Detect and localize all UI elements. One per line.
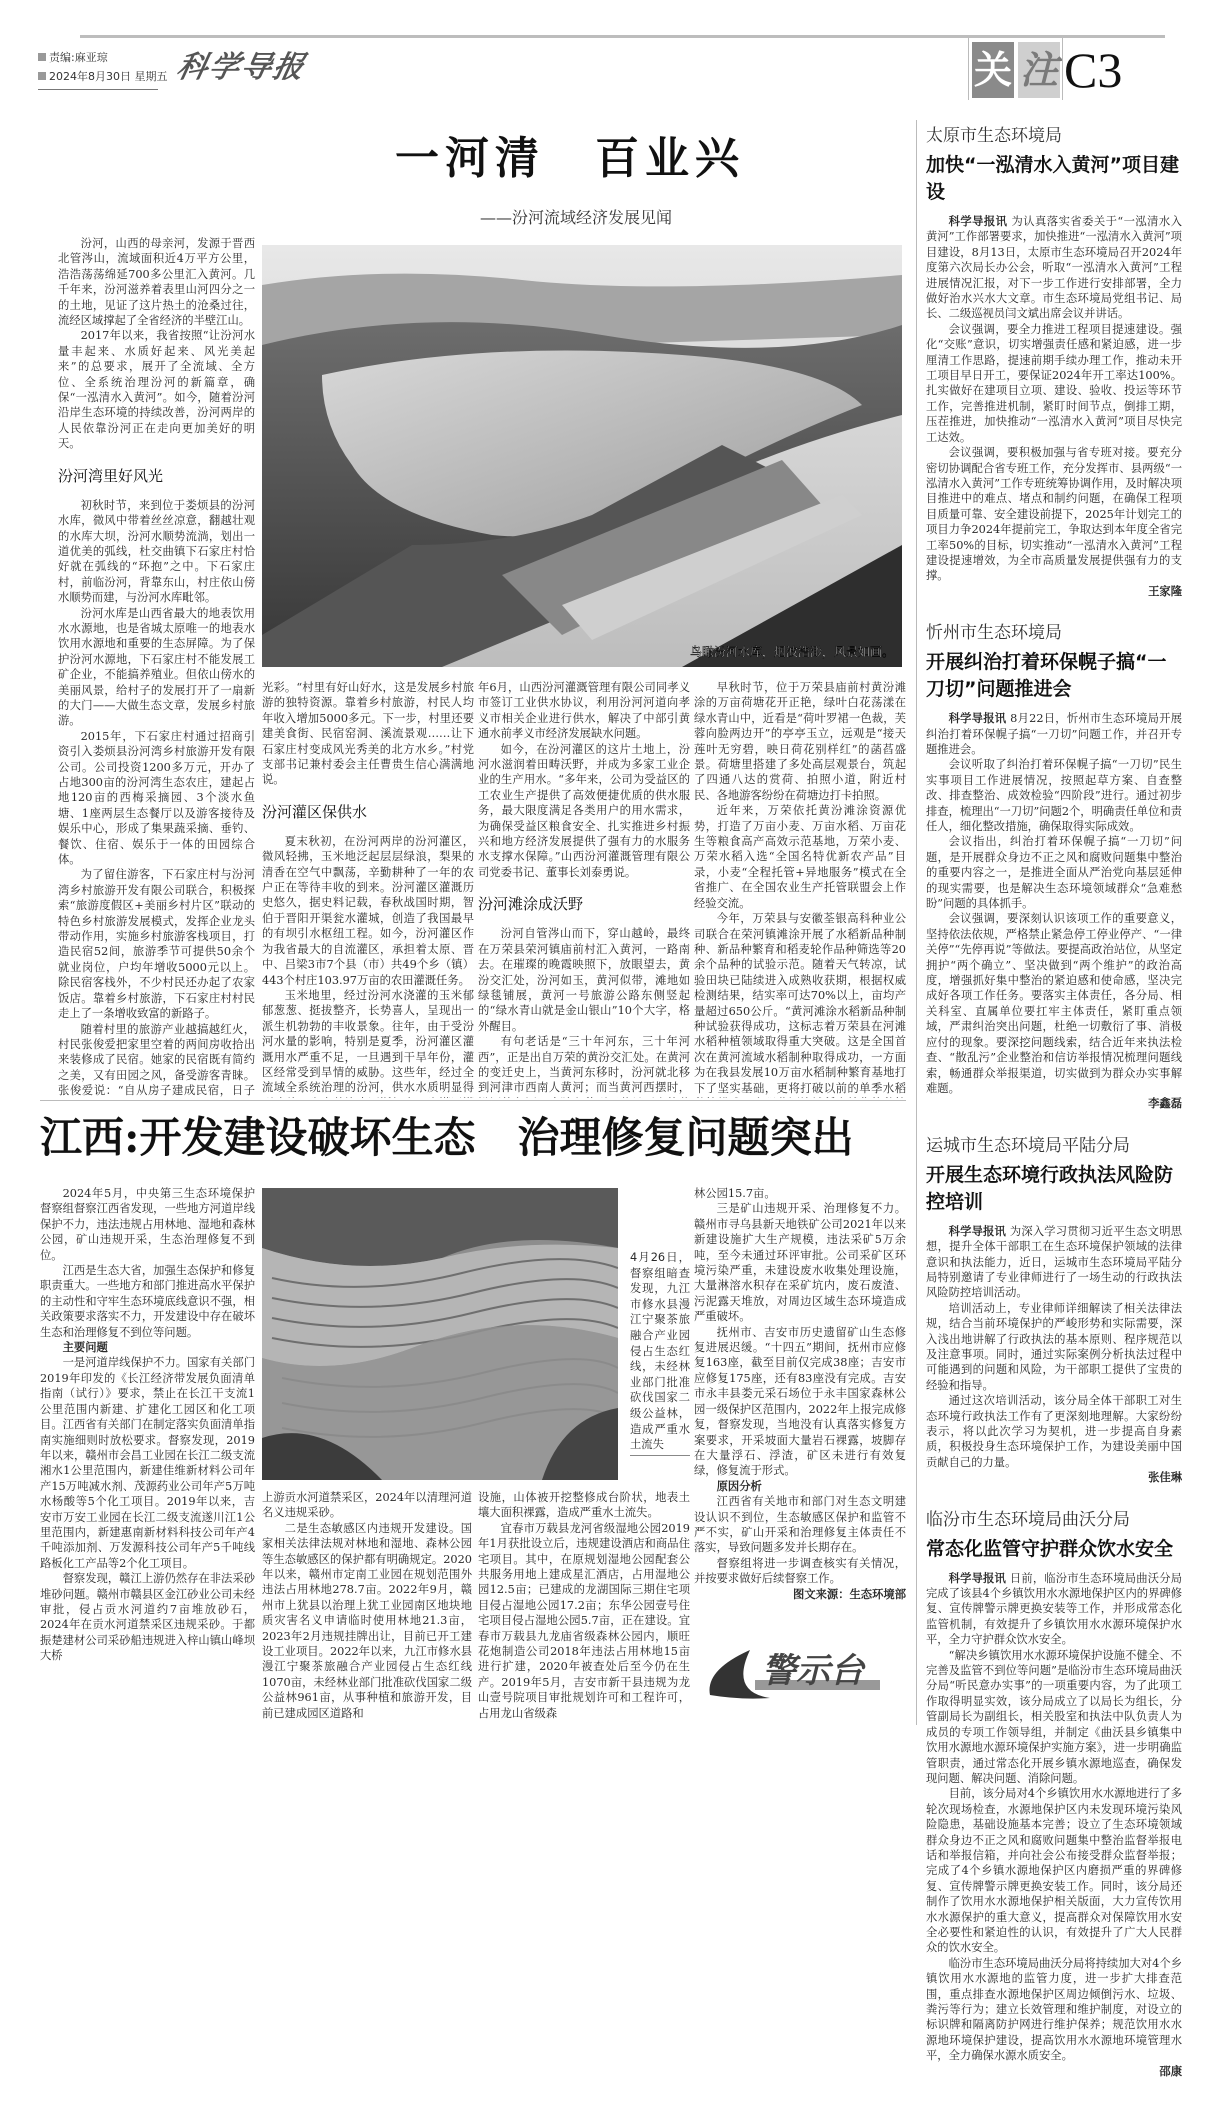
paragraph-text: 近年来，万荣依托黄汾滩涂资源优势，打造了万亩小麦、万亩水稻、万亩花生等粮食高产高效示范基地，万荣小麦、万荣水稻入选“全国名特优新农产品”目录，小麦“全程托管+异地服务”模式在全省推广、在全国农业生产托管联盟会上作经验交流。	[694, 804, 906, 910]
paragraph-text: 宜春市万载县龙河省级湿地公园2019年1月获批设立后，违规建设酒店和商品住宅项目。其中，在原规划湿地公园配套公共服务用地上建成星汇酒店，占用湿地公园12.5亩；已建成的龙湖国际三期住宅项目侵占湿地公园17.2亩；东华公园壹号住宅项目侵占湿地公园5.7亩，正在建设。宜春市万载县九龙庙省级森林公园内，顺旺花炮制造公司2018年违法占用林地15亩进行扩建，2020年被查处后至今仍在生产。2019年5月，吉安市新干县违规为龙山壹号院项目审批规划许可和工程许可，占用龙山省级森	[478, 1521, 690, 1720]
paragraph	[58, 729, 255, 868]
paragraph	[478, 926, 690, 1034]
paragraph-text: 会议听取了纠治打着环保幌子搞“一刀切”民生实事项目工作进展情况，按照起草方案、自查整改、排查整治、成效检验“四阶段”进行。通过初步排查，梳理出“一刀切”问题2个，明确责任单位和责任人，细化整改措施，确保取得实际成效。	[926, 758, 1182, 833]
paragraph-text: 2015年，下石家庄村通过招商引资引入娄烦县汾河湾乡村旅游开发有限公司。公司投资1200多万元，开办了占地300亩的汾河湾生态农庄，建起占地120亩的西梅采摘园、3个淡水鱼塘、1座两层生态餐厅以及游客接待及娱乐中心，形成了集果蔬采摘、垂钓、餐饮、住宿、娱乐于一体的田园综合体。	[58, 729, 255, 867]
paragraph	[694, 1186, 906, 1201]
paragraph-text: 通过这次培训活动，该分局全体干部职工对生态环境行政执法工作有了更深刻地理解。大家纷纷表示，将以此次学习为契机，进一步提高自身素质，积极投身生态环境保护工作，为建设美丽中国贡献自己的力量。	[926, 1394, 1182, 1469]
paragraph	[926, 757, 1182, 834]
article-column-1	[58, 236, 255, 1098]
paragraph-text: 临汾市生态环境局曲沃分局将持续加大对4个乡镇饮用水水源地的监管力度，进一步扩大排查范围，重点排查水源地保护区周边倾倒污水、垃圾、粪污等行为；建立长效管理和维护制度，对设立的标识牌和隔离防护网进行维护保养；规范饮用水水源地环境保护建设，提高饮用水水源地环境管理水平，全力确保水源水质安全。	[926, 1956, 1182, 2063]
paragraph	[58, 236, 255, 328]
paragraph-text: 督察组将进一步调查核实有关情况，并按要求做好后续督察工作。	[694, 1556, 906, 1586]
paragraph	[926, 1571, 1182, 1648]
warning-logo-graphic	[700, 1640, 890, 1705]
paragraph	[58, 1022, 255, 1099]
article-column-4	[694, 680, 906, 1098]
sidebar-body-1	[926, 214, 1182, 599]
section-subheading	[40, 1340, 255, 1355]
paragraph-text: 初秋时节，来到位于娄烦县的汾河水库，微风中带着丝丝凉意，翻越壮观的水库大坝，汾河水顺势流淌，划出一道优美的弧线，杜交曲镇下石家庄村恰好就在弧线的“环抱”之中。下石家庄村，前临汾河，背靠东山，村庄依山傍水顺势而建，与汾河水库毗邻。	[58, 498, 255, 605]
paragraph-text: 王家隆	[1148, 584, 1182, 598]
paragraph	[694, 1201, 906, 1324]
paragraph-text: 江西省有关地市和部门对生态文明建设认识不到位，生态敏感区保护和监管不严不实，矿山开采和治理修复主体责任不落实，导致问题多发并长期存在。	[694, 1495, 906, 1555]
paragraph-text: “解决乡镇饮用水水源环境保护设施不健全、不完善及监管不到位等问题”是临汾市生态环境局曲沃分局“听民意办实事”的一项重要内容，为了此项工作取得明显实效，该分局成立了以局长为组长，分管副局长为副组长，相关股室和执法中队负责人为成员的专项工作领导组，并制定《曲沃县乡镇集中饮用水源地水源环境保护实施方案》，进一步明确监管职责，通过常态化开展乡镇水源地巡查，确保发现问题、解决问题、消除问题。	[926, 1648, 1182, 1785]
eroded-hillside-photo	[262, 1188, 618, 1480]
sidebar-body-2	[926, 711, 1182, 1112]
paragraph	[478, 1034, 690, 1098]
paragraph-text: 为了留住游客，下石家庄村与汾河湾乡村旅游开发有限公司联合，积极探索“旅游度假区+美丽乡村片区”联动的特色乡村旅游发展模式，发挥企业龙头带动作用，实施乡村旅游客栈项目，打造民宿52间，旅游季节可提供50余个就业岗位，户均年增收5000元以上。除民宿客栈外，不少村民还办起了农家饭店。靠着乡村旅游，下石家庄村村民走上了一条增收致富的新路子。	[58, 868, 255, 1021]
paragraph-text: 汾河水库是山西省最大的地表饮用水水源地，也是省城太原唯一的地表水饮用水源地和重要的生态屏障。为了保护汾河水源地，下石家庄村不能发展工矿企业，不能搞养殖业。但依山傍水的美丽风景，给村子的发展打开了一扇新的大门——大做生态文章，发展乡村旅游。	[58, 606, 255, 728]
paragraph	[262, 988, 474, 1098]
paragraph-text: 设施，山体被开挖整修成台阶状，地表土壤大面积裸露，造成严重水土流失。	[478, 1491, 690, 1520]
sidebar-body-3	[926, 1224, 1182, 1486]
paragraph-text: 二是生态敏感区内违规开发建设。国家相关法律法规对林地和湿地、森林公园等生态敏感区的保护都有明确规定。2020年以来，赣州市定南工业园在规划范围外违法占用林地278.7亩。2022年9月，赣州市上犹县以治理上犹工业园南区地块地质灾害名义申请临时使用林地21.3亩，2023年2月违规挂牌出让，目前已开工建设工业项目。2022年以来，九江市修水县漫江宁聚茶旅融合产业园侵占生态红线1070亩，未经林业部门批准砍伐国家二级公益林961亩，从事种植和旅游开发，目前已建成园区道路和	[262, 1521, 472, 1720]
paragraph-text: 林公园15.7亩。	[694, 1187, 776, 1200]
article-column-3	[478, 680, 690, 1098]
section-rule	[40, 1100, 906, 1101]
sidebar-headline-2: 开展纠治打着环保幌子搞“一刀切”问题推进会	[926, 651, 1167, 701]
sidebar-body-4	[926, 1571, 1182, 2079]
section-subheading	[262, 802, 474, 822]
paragraph	[478, 680, 690, 742]
paragraph	[58, 867, 255, 1021]
sidebar-dept-3: 运城市生态环境局平陆分局	[926, 1135, 1130, 1156]
jiangxi-column-4	[694, 1186, 906, 1636]
paragraph-text: 为认真落实省委关于“一泓清水入黄河”工作部署要求，加快推进“一泓清水入黄河”项目建设，8月13日，太原市生态环境局召开2024年度第六次局长办公会，听取“一泓清水入黄河”工程进展情况汇报，对下一步工作进行安排部署，全力做好治水兴水大文章。市生态环境局党组书记、局长、二级巡视员闫文斌出席会议并讲话。	[926, 215, 1182, 321]
paragraph	[694, 680, 906, 803]
paragraph	[926, 1301, 1182, 1393]
square-bullet-icon	[38, 53, 46, 61]
paragraph-text: 会议强调，要全力推进工程项目提速建设。强化“交账”意识，切实增强责任感和紧迫感，进一步厘清工作思路，提速前期手续办理工作，推动未开工项目早日开工，要保证2024年开工率达100%。扎实做好在建项目立项、建设、验收、投运等环节工作，完善推进机制，紧盯时间节点，倒排工期，压茬推进，加快推动“一泓清水入黄河”项目尽快完工达效。	[926, 322, 1182, 444]
paragraph-text: 玉米地里，经过汾河水浇灌的玉米郁郁葱葱、挺拔整齐，长势喜人，呈现出一派生机勃勃的丰收景象。往年，由于受汾河水量的影响，特别是夏季，汾河灌区灌溉用水严重不足，一旦遇到干旱年份，灌区经常受到旱情的威胁。这些年，经过全流域全系统治理的汾河，供水水质明显得	[262, 988, 474, 1095]
paragraph	[694, 1556, 906, 1587]
sidebar	[926, 124, 1182, 2101]
jiangxi-column-1	[40, 1186, 255, 1725]
paragraph-text: 汾河灌区保供水	[262, 802, 368, 821]
paragraph	[694, 1325, 906, 1479]
paragraph-text: 江西是生态大省，加强生态保护和修复职责重大。一些地方和部门推进高水平保护的主动性和守牢生态环境底线意识不强，相关政策要求落实不力，开发建设中存在破坏生态和治理修复不到位等问题。	[40, 1264, 255, 1339]
paragraph-text: 汾河自管涔山而下，穿山越岭，最终在万荣县荣河镇庙前村汇入黄河，一路南去。在璀璨的晚霞映照下，放眼望去，黄汾交汇处，汾河如玉，黄河似带，滩地如绿毯铺展，黄河一号旅游公路东侧竖起的“绿水青山就是金山银山”10个大字，格外醒目。	[478, 927, 690, 1033]
paragraph-text: 培训活动上，专业律师详细解读了相关法律法规，结合当前环境保护的严峻形势和实际需要，深入浅出地讲解了行政执法的基本原则、程序规范以及注意事项。同时，通过实际案例分析执法过程中可能遇到的问题和风险，为干部职工提供了宝贵的经验和指导。	[926, 1301, 1182, 1392]
section-subheading	[478, 894, 690, 914]
paragraph-text: 随着村里的旅游产业越搞越红火，村民张俊爱把家里空着的两间房收拾出来装修成了民宿。她家的民宿既有简约之美，又有田园之风，备受游客青睐。张俊爱说：“自从房子建成民宿，日子	[58, 1022, 255, 1098]
paragraph-text: 2024年5月，中央第三生态环境保护督察组督察江西省发现，一些地方河道岸线保护不力，违法违规占用林地、湿地和森林公园，矿山违规开采，生态治理修复不到位。	[40, 1187, 255, 1262]
paragraph-text: 年6月，山西汾河灌溉管理有限公司同孝义市签订工业供水协议，利用汾河河道向孝义市相关企业进行供水，解决了中部引黄通水前孝义市经济发展缺水问题。	[478, 681, 690, 741]
sidebar-headline-1: 加快“一泓清水入黄河”项目建设	[926, 154, 1179, 203]
header-rule	[80, 35, 1165, 38]
divider	[1062, 38, 1063, 100]
news-lead-tag: 科学导报讯	[948, 1224, 1007, 1238]
author-byline	[926, 2064, 1182, 2079]
paragraph	[694, 1494, 906, 1556]
section-char-1: 关	[972, 42, 1014, 98]
section-subheading	[694, 1479, 906, 1494]
terraced-hill-image	[262, 1188, 618, 1480]
paragraph-text: 日前，临汾市生态环境局曲沃分局完成了该县4个乡镇饮用水水源地保护区内的界碑修复、宣传牌警示牌更换安装等工作，并形成常态化监管机制，有效提升了乡镇饮用水水源环境保护水平，全力守护群众饮水安全。	[926, 1571, 1182, 1647]
editor-credit: 责编:麻亚琼	[49, 51, 108, 64]
sidebar-headline-4: 常态化监管守护群众饮水安全	[926, 1537, 1174, 1560]
sidebar-headline-3: 开展生态环境行政执法风险防控培训	[926, 1163, 1174, 1213]
paragraph	[262, 1490, 472, 1521]
news-lead-tag: 科学导报讯	[948, 712, 1007, 726]
sidebar-story-2	[926, 621, 1182, 1112]
paragraph	[478, 1521, 690, 1721]
paragraph	[40, 1355, 255, 1571]
sidebar-story-1	[926, 124, 1182, 599]
article-column-2	[262, 680, 474, 1098]
warning-logo-text: 警示台	[762, 1651, 864, 1691]
header-underline	[38, 89, 158, 90]
paragraph-text: 会议强调，要深刻认识该项工作的重要意义，坚持依法依规，严格禁止紧急停工停业停产、“一律关停”“先停再说”等做法。要提高政治站位，从坚定拥护“两个确立”、坚决做到“两个维护”的政治高度，增强抓好集中整治的紧迫感和使命感，坚决完成好各项工作任务。要落实主体责任，各分局、相关科室、直属单位要扛牢主体责任，紧盯重点领域，严肃纠治突出问题，杜绝一切敷衍了事、消极应付的现象。要深挖问题线索，结合近年来执法检查、“散乱污”企业整治和信访举报情况梳理问题线索，畅通群众举报渠道，切实做到为群众办实事解难题。	[926, 912, 1182, 1095]
jiangxi-photo-caption: 4月26日，督察组暗查发现，九江市修水县漫江宁聚茶旅融合产业园侵占生态红线，未经林业部门批准砍伐国家二级公益林，造成严重水土流失	[630, 1250, 690, 1456]
sidebar-story-4	[926, 1508, 1182, 2079]
paragraph	[58, 498, 255, 606]
paragraph	[40, 1263, 255, 1340]
paragraph	[926, 711, 1182, 757]
paragraph-text: 督察发现，赣江上游仍然存在非法采砂堆砂问题。赣州市赣县区金江砂业公司未经审批，侵占贡水河道约7亩堆放砂石，2024年在贡水河道禁采区违规采砂。于都振楚建材公司采砂船违规进入梓山镇山峰坝大桥	[40, 1572, 255, 1663]
paragraph-text: 张佳琳	[1148, 1471, 1182, 1485]
paragraph-text: 图文来源：生态环境部	[793, 1587, 906, 1601]
author-byline	[926, 1096, 1182, 1111]
warning-platform-logo	[700, 1640, 890, 1705]
jiangxi-headline: 江西:开发建设破坏生态 治理修复问题突出	[40, 1113, 854, 1162]
sidebar-dept-1: 太原市生态环境局	[926, 126, 1062, 146]
paragraph	[40, 1571, 255, 1663]
paragraph	[58, 606, 255, 729]
jiangxi-column-3	[478, 1490, 690, 1725]
paragraph	[926, 214, 1182, 322]
paragraph-text: 早秋时节，位于万荣县庙前村黄汾滩涂的万亩荷塘花开正艳，绿叶白花荡漾在绿水青山中，近看是“荷叶罗裙一色裁，芙蓉向脸两边开”的亭亭玉立，远观是“接天莲叶无穷碧，映日荷花别样红”的菡萏盛景。荷塘里搭建了多处高层观景台，筑起了四通八达的赏荷、拍照小道，附近村民、各地游客纷纷在荷塘边打卡拍照。	[694, 681, 906, 802]
paragraph-text: 汾河滩涂成沃野	[478, 895, 584, 914]
paragraph-text: 如今，在汾河灌区的这片土地上，汾河水滋润着田畴沃野，并成为多家工业企业的生产用水。“多年来，公司为受益区的工农业生产提供了高效便捷优质的供水服务，最大限度满足各类用户的用水需求，为确保受益区粮食安全、扎实推进乡村振兴和地方经济发展提供了强有力的水服务水支撑水保障。”山西汾河灌溉管理有限公司党委书记、董事长刘泰勇说。	[478, 742, 690, 879]
paragraph-text: 三是矿山违规开采、治理修复不力。赣州市寻乌县新天地铁矿公司2021年以来新建设施扩大生产规模，违法采矿5万余吨，至今未通过环评审批。公司采矿区环境污染严重，未建设废水收集处理设施，大量淋溶水积存在采矿坑内，废石废渣、污泥露天堆放，对周边区域生态环境造成严重破坏。	[694, 1202, 906, 1324]
paragraph	[694, 803, 906, 911]
paragraph-text: 光彩。“村里有好山好水，这是发展乡村旅游的独特资源。靠着乡村旅游，村民人均年收入增加5000多元。下一步，村里还要建美食街、民宿窑洞、溪流景观……让下石家庄村变成风光秀美的北方水乡。”村党支部书记兼村委会主任曹贵生信心满满地说。	[262, 681, 474, 787]
paragraph	[926, 1224, 1182, 1301]
paragraph	[926, 322, 1182, 445]
paragraph	[262, 1521, 472, 1721]
paragraph-text: 为深入学习贯彻习近平生态文明思想，提升全体干部职工在生态环境保护领域的法律意识和执法能力，近日，运城市生态环境局平陆分局特别邀请了专业律师进行了一场生动的行政执法风险防控培训活动。	[926, 1224, 1182, 1300]
section-subheading	[58, 466, 255, 486]
paragraph-text: 今年，万荣县与安徽荃银高科种业公司联合在荣河镇滩涂开展了水稻新品种制种、新品种繁育和稻麦轮作品种筛选等20余个品种的试验示范。随着天气转凉，试验田块已陆续进入成熟收获期，根据权威检测结果，结实率可达70%以上，亩均产量超过650公斤。“黄河滩涂水稻新品种制种试验获得成功，这标志着万荣县在河滩水稻种植领域取得重大突破。这是全国首次在黄河流域水稻制种取得成功，一方面为在我县发展10万亩水稻制种繁育基地打下了坚实基础，更将打破以前的单季水稻	[694, 912, 906, 1095]
paragraph	[926, 911, 1182, 1096]
paragraph	[926, 1648, 1182, 1787]
column-divider	[916, 120, 917, 1725]
paragraph-text: 李鑫磊	[1148, 1097, 1182, 1111]
sidebar-story-3	[926, 1134, 1182, 1486]
paragraph	[262, 680, 474, 788]
jiangxi-column-2	[262, 1490, 472, 1725]
paragraph-text: 有句老话是“三十年河东，三十年河西”，正是出自万荣的黄汾交汇处。在黄河的变迁史上，当黄河东移时，汾河就北移到河津市西南人黄河；而当黄河西摆时，	[478, 1035, 690, 1095]
section-char-2: 注	[1018, 42, 1060, 98]
paragraph	[58, 328, 255, 451]
paragraph-text: 一是河道岸线保护不力。国家有关部门2019年印发的《长江经济带发展负面清单指南（试行）》要求，禁止在长江干支流1公里范围内新建、扩建化工园区和化工项目。江西省有关部门在制定落实负面清单指南实施细则时放松要求。督察发现，2019年以来，赣州市会昌工业园在长江二级支流湘水1公里范围内，新建佳维新材料公司年产15万吨减水剂、茂源药业公司年产5万吨水杨酸等5个化工项目。2019年以来，吉安市万安工业园在长江二级支流遂川江1公里范围内，新建惠南新材料科技公司年产4千吨添加剂、万发源科技公司年产5千吨线路板化工产品等2个化工项目。	[40, 1356, 255, 1570]
paragraph-text: 汾河湾里好风光	[58, 466, 164, 485]
paragraph	[926, 445, 1182, 584]
square-bullet-icon	[38, 72, 46, 80]
paragraph-text: 会议强调，要积极加强与省专班对接。要充分密切协调配合省专班工作，充分发挥市、县两级“一泓清水入黄河”工作专班统筹协调作用，及时解决项目推进中的难点、堵点和制约问题，在确保工程项目质量可靠、安全建设前提下，2025年计划完工的项目力争2024年提前完工，争取达到本年度全省完工率50%的目标，切实推动“一泓清水入黄河”工程建设提速增效，为全市高质量发展提供强有力的支撑。	[926, 446, 1182, 583]
sidebar-dept-2: 忻州市生态环境局	[926, 623, 1062, 644]
issue-date: 2024年8月30日 星期五	[49, 70, 168, 83]
paragraph-text: 抚州市、吉安市历史遗留矿山生态修复进展迟缓。“十四五”期间，抚州市应修复163座，截至目前仅完成38座；吉安市应修复175座，还有83座没有完成。吉安市永丰县娄元采石场位于永丰国家森林公园一级保护区范围内，2022年上报完成修复，督察发现，当地没有认真落实修复方案要求，开采坡面大量岩石裸露，坡脚存在大量浮石、浮渣，矿区未进行有效复绿，修复流于形式。	[694, 1325, 906, 1478]
news-lead-tag: 科学导报讯	[948, 215, 1008, 228]
paragraph	[926, 834, 1182, 911]
header-info	[38, 48, 168, 90]
news-lead-tag: 科学导报讯	[948, 1571, 1007, 1585]
author-byline	[926, 584, 1182, 599]
paragraph-text: 汾河，山西的母亲河，发源于晋西北管涔山，流域面积近4万平方公里，浩浩荡荡绵延700多公里汇入黄河。几千年来，汾河滋养着表里山河四分之一的土地，见证了这片热土的沧桑过往，流经区域撑起了全省经济的半壁江山。	[58, 237, 255, 328]
paragraph	[926, 1956, 1182, 2064]
paragraph-text: 会议指出，纠治打着环保幌子搞“一刀切”问题，是开展群众身边不正之风和腐败问题集中整治的重要内容之一，是推进全面从严治党向基层延伸的现实需要，也是解决生态环境领域群众“急难愁盼”问题的具体抓手。	[926, 835, 1182, 911]
author-byline	[926, 1470, 1182, 1485]
paragraph	[694, 911, 906, 1098]
divider	[968, 38, 969, 100]
paragraph	[262, 834, 474, 988]
sidebar-dept-4: 临汾市生态环境局曲沃分局	[926, 1509, 1130, 1530]
paragraph-text: 主要问题	[62, 1341, 108, 1355]
paragraph-text: 8月22日，忻州市生态环境局开展纠治打着环保幌子搞“一刀切”问题工作，并召开专题推进会。	[926, 712, 1182, 756]
paragraph-text: 邵康	[1159, 2064, 1182, 2078]
main-headline: 一河清 百业兴	[395, 133, 745, 184]
paragraph	[926, 1393, 1182, 1470]
paragraph	[478, 742, 690, 881]
paragraph-text: 目前，该分局对4个乡镇饮用水水源地进行了多轮次现场检查，水源地保护区内未发现环境污染风险隐患，基础设施基本完善；设立了生态环境领域群众身边不正之风和腐败问题集中整治监督举报电话和举报信箱，并向社会公布接受群众监督举报；完成了4个乡镇水源地保护区内磨损严重的界碑修复、宣传牌警示牌更换安装工作。同时，该分局还制作了饮用水水源地保护相关版面，大力宣传饮用水水源保护的重大意义，提高群众对保障饮用水安全必要性和紧迫性的认识，有效提升了广大人民群众的饮水安全。	[926, 1787, 1182, 1955]
main-subtitle: ——汾河流域经济发展见闻	[480, 208, 673, 227]
paragraph-text: 2017年以来，我省按照“让汾河水量丰起来、水质好起来、风光美起来”的总要求，展开了全流域、全方位、全系统治理汾河的新篇章，确保“一泓清水入黄河”。如今，随着汾河沿岸生态环境的持续改善，汾河两岸的人民依靠汾河正在走向更加美好的明天。	[58, 329, 255, 451]
reservoir-photo	[262, 245, 902, 667]
source-credit	[694, 1587, 906, 1602]
paragraph-text: 上游贡水河道禁采区，2024年以清理河道名义违规采砂。	[262, 1491, 472, 1520]
page-number: C3	[1064, 42, 1123, 98]
paragraph	[40, 1186, 255, 1263]
reservoir-aerial-image	[262, 245, 902, 667]
photo-caption: 鸟瞰汾河水库，烟波浩渺，风景如画。	[689, 645, 894, 659]
paragraph	[926, 1786, 1182, 1955]
paragraph	[478, 1490, 690, 1521]
paragraph-text: 原因分析	[716, 1479, 762, 1493]
paragraph-text: 夏末秋初，在汾河两岸的汾河灌区，微风轻拂，玉米地泛起层层绿浪，梨果的清香在空气中飘荡，辛勤耕种了一年的农户正在等待丰收的到来。汾河灌区灌溉历史悠久，据史料记载，春秋战国时期，智伯于晋阳开渠瓮水灌城，创造了我国最早的有坝引水枢纽工程。如今，汾河灌区作为我省最大的自流灌区，承担着太原、晋中、吕梁3市7个县（市）共49个乡（镇）443个村庄103.97万亩的农田灌溉任务。	[262, 834, 474, 987]
newspaper-logo: 科学导报	[173, 50, 309, 85]
